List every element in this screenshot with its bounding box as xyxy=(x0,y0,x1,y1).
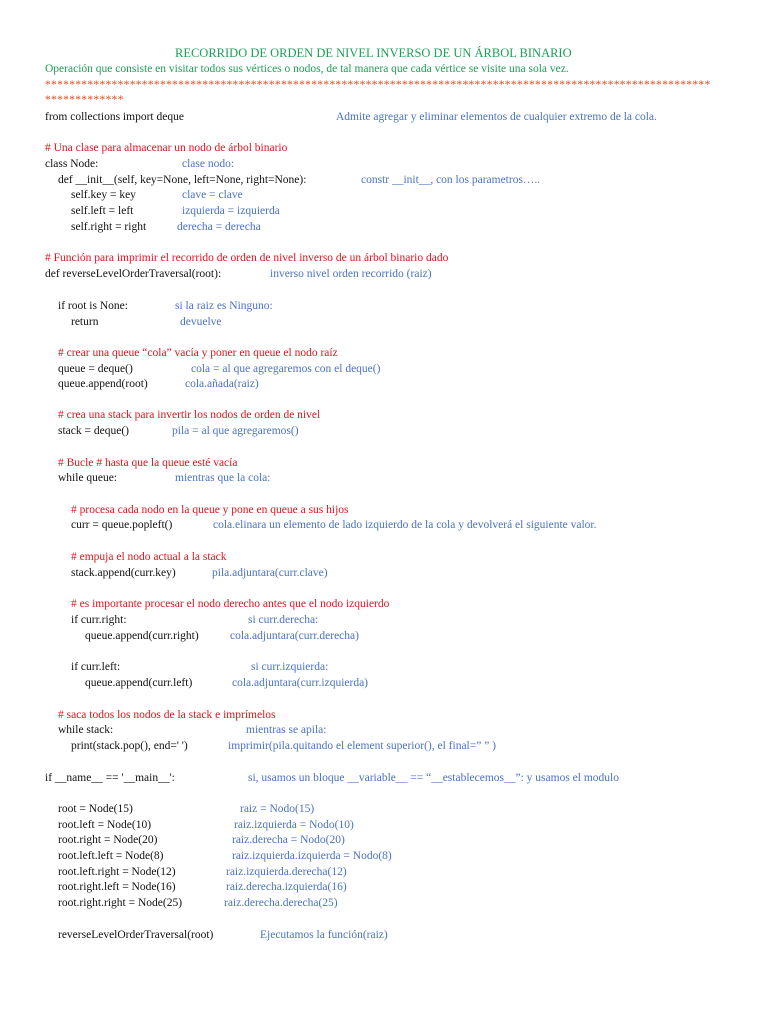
note-root-1: raiz = Nodo(15) xyxy=(240,803,315,815)
doc-title: RECORRIDO DE ORDEN DE NIVEL INVERSO DE UN ÁRBOL BINARIO xyxy=(175,46,572,60)
code-function: def reverseLevelOrderTraversal(root): xyxy=(45,268,222,280)
note-if-root: si la raiz es Ninguno: xyxy=(175,300,273,312)
note-root-3: raiz.derecha = Nodo(20) xyxy=(232,834,345,846)
code-class: class Node: xyxy=(45,158,99,170)
comment-queue: # crear una queue “cola” vacía y poner en queue el nodo raíz xyxy=(58,347,338,359)
comment-important: # es importante procesar el nodo derecho antes que el nodo izquierdo xyxy=(71,598,390,610)
comment-process: # procesa cada nodo en la queue y pone en queue a sus hijos xyxy=(71,504,349,516)
code-root-4: root.left.left = Node(8) xyxy=(58,850,164,862)
note-right: derecha = derecha xyxy=(177,221,261,233)
note-queue-append: cola.añada(raiz) xyxy=(185,378,259,390)
code-root-7: root.right.right = Node(25) xyxy=(58,897,183,909)
code-root-6: root.right.left = Node(16) xyxy=(58,881,176,893)
note-import: Admite agregar y eliminar elementos de cualquier extremo de la cola. xyxy=(336,111,657,123)
note-append-left: cola.adjuntara(curr.izquierda) xyxy=(232,677,369,689)
note-root-4: raiz.izquierda.izquierda = Nodo(8) xyxy=(232,850,392,862)
code-import: from collections import deque xyxy=(45,111,184,123)
note-root-7: raiz.derecha.derecha(25) xyxy=(224,897,338,909)
note-return: devuelve xyxy=(180,316,222,328)
note-root-2: raiz.izquierda = Nodo(10) xyxy=(234,819,354,831)
code-call: reverseLevelOrderTraversal(root) xyxy=(58,929,214,941)
code-right: self.right = right xyxy=(71,221,147,233)
code-key: self.key = key xyxy=(71,189,136,201)
comment-class: # Una clase para almacenar un nodo de árbol binario xyxy=(45,142,288,154)
note-key: clave = clave xyxy=(182,189,243,201)
note-left: izquierda = izquierda xyxy=(182,205,280,217)
note-queue: cola = al que agregaremos con el deque() xyxy=(191,363,381,375)
code-root-1: root = Node(15) xyxy=(58,803,133,815)
note-append-right: cola.adjuntara(curr.derecha) xyxy=(230,630,359,642)
comment-function: # Función para imprimir el recorrido de orden de nivel inverso de un árbol binario dado xyxy=(45,252,449,264)
comment-push: # empuja el nodo actual a la stack xyxy=(71,551,227,563)
note-init: constr __init__, con los parametros….. xyxy=(361,174,541,186)
code-root-5: root.left.right = Node(12) xyxy=(58,866,176,878)
code-root-3: root.right = Node(20) xyxy=(58,834,158,846)
code-main: if __name__ == '__main__': xyxy=(45,772,175,784)
note-class: clase nodo: xyxy=(182,158,235,170)
code-if-root: if root is None: xyxy=(58,300,128,312)
code-while-stack: while stack: xyxy=(58,724,114,736)
code-left: self.left = left xyxy=(71,205,134,217)
code-append-left: queue.append(curr.left) xyxy=(85,677,193,689)
code-return: return xyxy=(71,316,99,328)
code-queue-append: queue.append(root) xyxy=(58,378,148,390)
code-stack: stack = deque() xyxy=(58,425,129,437)
code-print: print(stack.pop(), end=' ') xyxy=(71,740,188,752)
code-if-right: if curr.right: xyxy=(71,614,127,626)
stars-divider-1: ************************************************************************************************************** xyxy=(45,79,711,91)
note-root-5: raiz.izquierda.derecha(12) xyxy=(226,866,347,878)
comment-pop: # saca todos los nodos de la stack e imprímelos xyxy=(58,709,276,721)
comment-stack: # crea una stack para invertir los nodos de orden de nivel xyxy=(58,409,321,421)
note-root-6: raiz.derecha.izquierda(16) xyxy=(226,881,347,893)
code-push: stack.append(curr.key) xyxy=(71,567,176,579)
note-push: pila.adjuntara(curr.clave) xyxy=(212,567,328,579)
note-while-stack: mientras se apila: xyxy=(246,724,327,736)
note-stack: pila = al que agregaremos() xyxy=(172,425,299,437)
note-if-right: si curr.derecha: xyxy=(248,614,319,626)
note-main: si, usamos un bloque __variable__ == “__establecemos__”: y usamos el modulo xyxy=(248,772,619,784)
code-queue: queue = deque() xyxy=(58,363,133,375)
note-print: imprimir(pila.quitando el element superior(), el final=” ” ) xyxy=(228,740,497,752)
code-root-2: root.left = Node(10) xyxy=(58,819,152,831)
note-call: Ejecutamos la función(raiz) xyxy=(260,929,388,941)
code-curr: curr = queue.popleft() xyxy=(71,519,173,531)
note-while-queue: mientras que la cola: xyxy=(175,472,271,484)
doc-description: Operación que consiste en visitar todos sus vértices o nodos, de tal manera que cada vértice se visite una sola vez. xyxy=(45,63,569,75)
note-if-left: si curr.izquierda: xyxy=(251,661,329,673)
code-init: def __init__(self, key=None, left=None, right=None): xyxy=(58,174,307,186)
code-while-queue: while queue: xyxy=(58,472,118,484)
code-append-right: queue.append(curr.right) xyxy=(85,630,199,642)
stars-divider-2: ************* xyxy=(45,94,124,106)
note-curr: cola.elinara un elemento de lado izquierdo de la cola y devolverá el siguiente valor. xyxy=(213,519,597,531)
comment-loop: # Bucle # hasta que la queue esté vacía xyxy=(58,457,238,469)
note-function: inverso nivel orden recorrido (raiz) xyxy=(270,268,432,280)
code-if-left: if curr.left: xyxy=(71,661,121,673)
